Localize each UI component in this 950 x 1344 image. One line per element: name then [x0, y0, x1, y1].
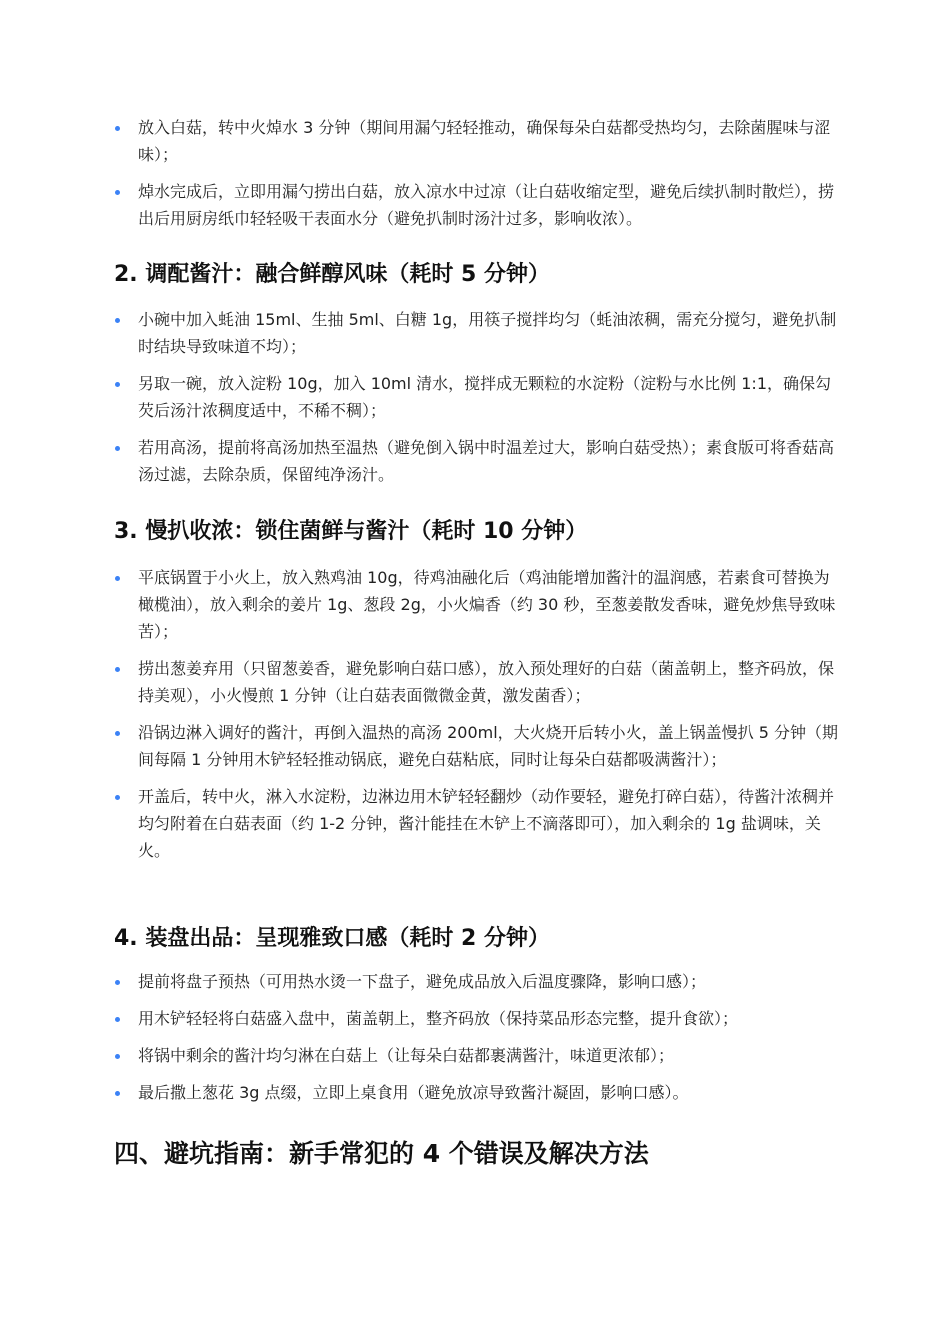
list-item-text: 提前将盘子预热（可用热水烫一下盘子，避免成品放入后温度骤降，影响口感）； [138, 972, 707, 991]
section-heading-plating: 4. 装盘出品：呈现雅致口感（耗时 2 分钟） [114, 926, 550, 951]
bullet-dot-icon [115, 126, 120, 131]
bullet-dot-icon [115, 980, 120, 985]
list-item-text: 另取一碗，放入淀粉 10g，加入 10ml 清水，搅拌成无颗粒的水淀粉（淀粉与水比例 1:1，确保勾芡后汤汁浓稠度适中，不稀不稠）； [138, 374, 832, 420]
list-item [112, 178, 842, 232]
list-item-text: 平底锅置于小火上，放入熟鸡油 10g，待鸡油融化后（鸡油能增加酱汁的温润感，若素食可替换为橄榄油），放入剩余的姜片 1g、葱段 2g，小火煸香（约 30 秒，至葱姜散发香味，避免炒焦导致味苦）； [138, 568, 836, 641]
list-item-text: 焯水完成后，立即用漏勺捞出白菇，放入凉水中过凉（让白菇收缩定型，避免后续扒制时散烂），捞出后用厨房纸巾轻轻吸干表面水分（避免扒制时汤汁过多，影响收浓）。 [138, 182, 835, 228]
list-item [112, 655, 842, 709]
list-item-text: 将锅中剩余的酱汁均匀淋在白菇上（让每朵白菇都裹满酱汁，味道更浓郁）； [138, 1046, 675, 1065]
section-heading-sauce: 2. 调配酱汁：融合鲜醇风味（耗时 5 分钟） [114, 262, 550, 287]
list-item [112, 114, 842, 168]
list-item-text: 开盖后，转中火，淋入水淀粉，边淋边用木铲轻轻翻炒（动作要轻，避免打碎白菇），待酱汁浓稠并均匀附着在白菇表面（约 1-2 分钟，酱汁能挂在木铲上不滴落即可），加入剩余的 1g 盐调味，关火。 [138, 787, 835, 860]
list-item-text: 沿锅边淋入调好的酱汁，再倒入温热的高汤 200ml，大火烧开后转小火，盖上锅盖慢扒 5 分钟（期间每隔 1 分钟用木铲轻轻推动锅底，避免白菇粘底，同时让每朵白菇都吸满酱汁）； [138, 723, 839, 769]
sauce-bullet-list [112, 306, 842, 498]
list-item-text: 放入白菇，转中火焯水 3 分钟（期间用漏勺轻轻推动，确保每朵白菇都受热均匀，去除菌腥味与涩味）； [138, 118, 831, 164]
list-item [112, 968, 842, 995]
intro-bullet-list [112, 114, 842, 242]
list-item [112, 719, 842, 773]
list-item-text: 捞出葱姜弃用（只留葱姜香，避免影响白菇口感），放入预处理好的白菇（菌盖朝上，整齐码放，保持美观），小火慢煎 1 分钟（让白菇表面微微金黄，激发菌香）； [138, 659, 835, 705]
plating-bullet-list [112, 968, 842, 1116]
list-item [112, 1042, 842, 1069]
list-item [112, 434, 842, 488]
list-item [112, 1005, 842, 1032]
list-item-text: 若用高汤，提前将高汤加热至温热（避免倒入锅中时温差过大，影响白菇受热）；素食版可将香菇高汤过滤，去除杂质，保留纯净汤汁。 [138, 438, 835, 484]
bullet-dot-icon [115, 190, 120, 195]
bullet-dot-icon [115, 1091, 120, 1096]
bullet-dot-icon [115, 795, 120, 800]
bullet-dot-icon [115, 382, 120, 387]
list-item [112, 306, 842, 360]
section-heading-braise: 3. 慢扒收浓：锁住菌鲜与酱汁（耗时 10 分钟） [114, 519, 588, 544]
list-item-text: 小碗中加入蚝油 15ml、生抽 5ml、白糖 1g，用筷子搅拌均匀（蚝油浓稠，需充分搅匀，避免扒制时结块导致味道不均）； [138, 310, 837, 356]
bullet-dot-icon [115, 731, 120, 736]
bullet-dot-icon [115, 576, 120, 581]
list-item [112, 370, 842, 424]
list-item-text: 最后撒上葱花 3g 点缀，立即上桌食用（避免放凉导致酱汁凝固，影响口感）。 [138, 1083, 689, 1102]
list-item [112, 783, 842, 864]
bullet-dot-icon [115, 446, 120, 451]
bullet-dot-icon [115, 667, 120, 672]
list-item-text: 用木铲轻轻将白菇盛入盘中，菌盖朝上，整齐码放（保持菜品形态完整，提升食欲）； [138, 1009, 739, 1028]
list-item [112, 1079, 842, 1106]
bullet-dot-icon [115, 1017, 120, 1022]
braise-bullet-list [112, 564, 842, 874]
bullet-dot-icon [115, 1054, 120, 1059]
bullet-dot-icon [115, 318, 120, 323]
list-item [112, 564, 842, 645]
page-title-pitfalls: 四、避坑指南：新手常犯的 4 个错误及解决方法 [114, 1139, 649, 1168]
